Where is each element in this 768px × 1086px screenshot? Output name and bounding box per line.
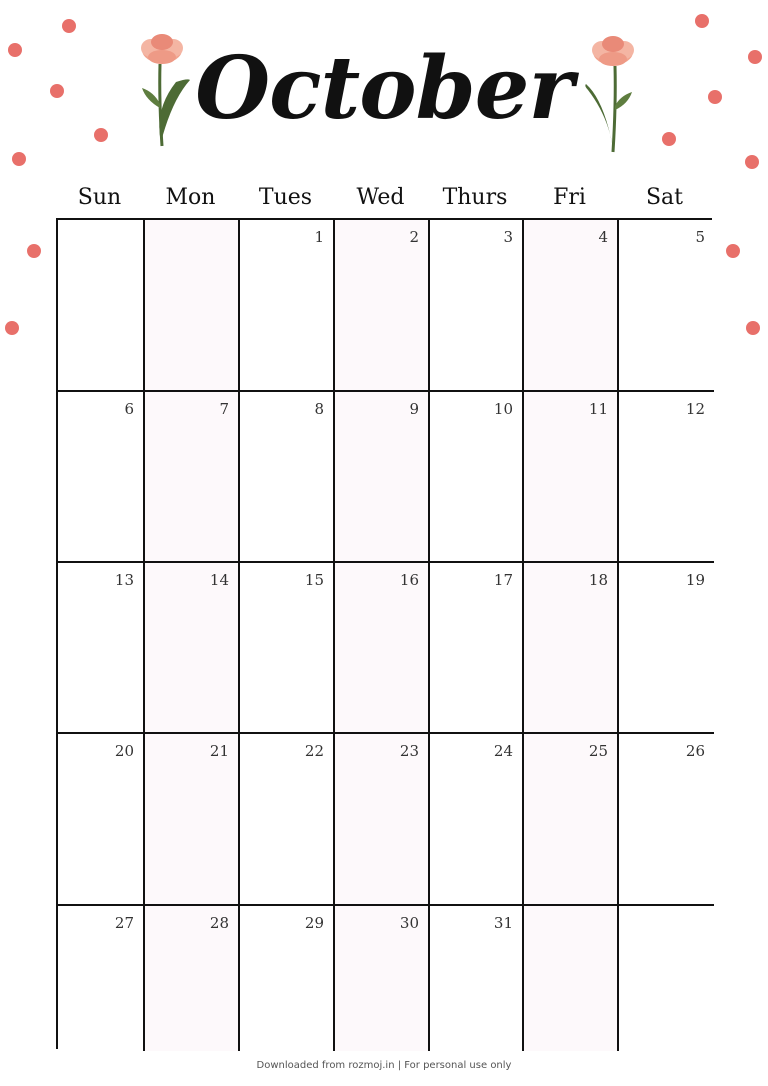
calendar-day-cell — [145, 906, 240, 1051]
calendar-day-cell — [619, 220, 714, 392]
calendar-day-cell — [58, 392, 145, 563]
calendar-grid — [56, 218, 712, 1049]
calendar-day-cell — [524, 734, 619, 906]
day-number: 29 — [304, 914, 324, 932]
day-number: 7 — [219, 400, 229, 418]
day-number: 11 — [588, 400, 608, 418]
day-number: 8 — [314, 400, 324, 418]
calendar-day-cell — [619, 906, 714, 1051]
polka-dot-icon — [5, 321, 19, 335]
calendar-day-cell — [524, 563, 619, 734]
calendar-day-cell — [524, 220, 619, 392]
polka-dot-icon — [662, 132, 676, 146]
day-number: 6 — [124, 400, 134, 418]
weekday-mon: Mon — [165, 185, 216, 210]
day-number: 23 — [399, 742, 419, 760]
day-number: 1 — [314, 228, 324, 246]
calendar-day-cell — [335, 220, 430, 392]
day-number: 9 — [409, 400, 419, 418]
day-number: 18 — [588, 571, 608, 589]
calendar-day-cell — [619, 563, 714, 734]
weekday-sat: Sat — [645, 185, 684, 210]
day-number: 26 — [685, 742, 705, 760]
day-number: 13 — [114, 571, 134, 589]
calendar-day-cell — [430, 220, 524, 392]
polka-dot-icon — [62, 19, 76, 33]
month-title: October — [195, 38, 573, 139]
day-number: 30 — [399, 914, 419, 932]
weekday-wed: Wed — [356, 185, 405, 210]
calendar-day-cell — [58, 563, 145, 734]
polka-dot-icon — [746, 321, 760, 335]
day-number: 20 — [114, 742, 134, 760]
day-number: 2 — [409, 228, 419, 246]
calendar-day-cell — [58, 734, 145, 906]
day-number: 16 — [399, 571, 419, 589]
weekday-fri: Fri — [553, 185, 586, 210]
calendar-day-cell — [524, 906, 619, 1051]
calendar-day-cell — [58, 220, 145, 392]
weekday-tues: Tues — [258, 185, 313, 210]
day-number: 27 — [114, 914, 134, 932]
day-number: 21 — [209, 742, 229, 760]
day-number: 31 — [493, 914, 513, 932]
day-number: 5 — [695, 228, 705, 246]
calendar-day-cell — [145, 734, 240, 906]
calendar-day-cell — [430, 392, 524, 563]
day-number: 25 — [588, 742, 608, 760]
calendar-day-cell — [58, 906, 145, 1051]
calendar-day-cell — [145, 220, 240, 392]
calendar-day-cell — [335, 906, 430, 1051]
polka-dot-icon — [695, 14, 709, 28]
calendar-day-cell — [240, 906, 335, 1051]
calendar-day-cell — [335, 392, 430, 563]
calendar-day-cell — [619, 392, 714, 563]
calendar-day-cell — [145, 563, 240, 734]
footer-note: Downloaded from rozmoj.in | For personal use only — [256, 1060, 512, 1071]
calendar-day-cell — [240, 220, 335, 392]
calendar-day-cell — [240, 563, 335, 734]
day-number: 12 — [685, 400, 705, 418]
polka-dot-icon — [745, 155, 759, 169]
weekday-sun: Sun — [77, 185, 122, 210]
day-number: 15 — [304, 571, 324, 589]
day-number: 3 — [503, 228, 513, 246]
calendar-day-cell — [335, 734, 430, 906]
day-number: 19 — [685, 571, 705, 589]
day-number: 28 — [209, 914, 229, 932]
day-number: 10 — [493, 400, 513, 418]
calendar-day-cell — [430, 563, 524, 734]
polka-dot-icon — [12, 152, 26, 166]
calendar-day-cell — [240, 392, 335, 563]
calendar-day-cell — [145, 392, 240, 563]
day-number: 14 — [209, 571, 229, 589]
calendar-day-cell — [430, 734, 524, 906]
day-number: 24 — [493, 742, 513, 760]
calendar-day-cell — [524, 392, 619, 563]
weekday-header-row — [56, 180, 712, 216]
weekday-thurs: Thurs — [442, 185, 508, 210]
calendar-day-cell — [619, 734, 714, 906]
calendar-day-cell — [430, 906, 524, 1051]
polka-dot-icon — [726, 244, 740, 258]
calendar-day-cell — [240, 734, 335, 906]
day-number: 22 — [304, 742, 324, 760]
day-number: 17 — [493, 571, 513, 589]
polka-dot-icon — [27, 244, 41, 258]
calendar-day-cell — [335, 563, 430, 734]
day-number: 4 — [598, 228, 608, 246]
